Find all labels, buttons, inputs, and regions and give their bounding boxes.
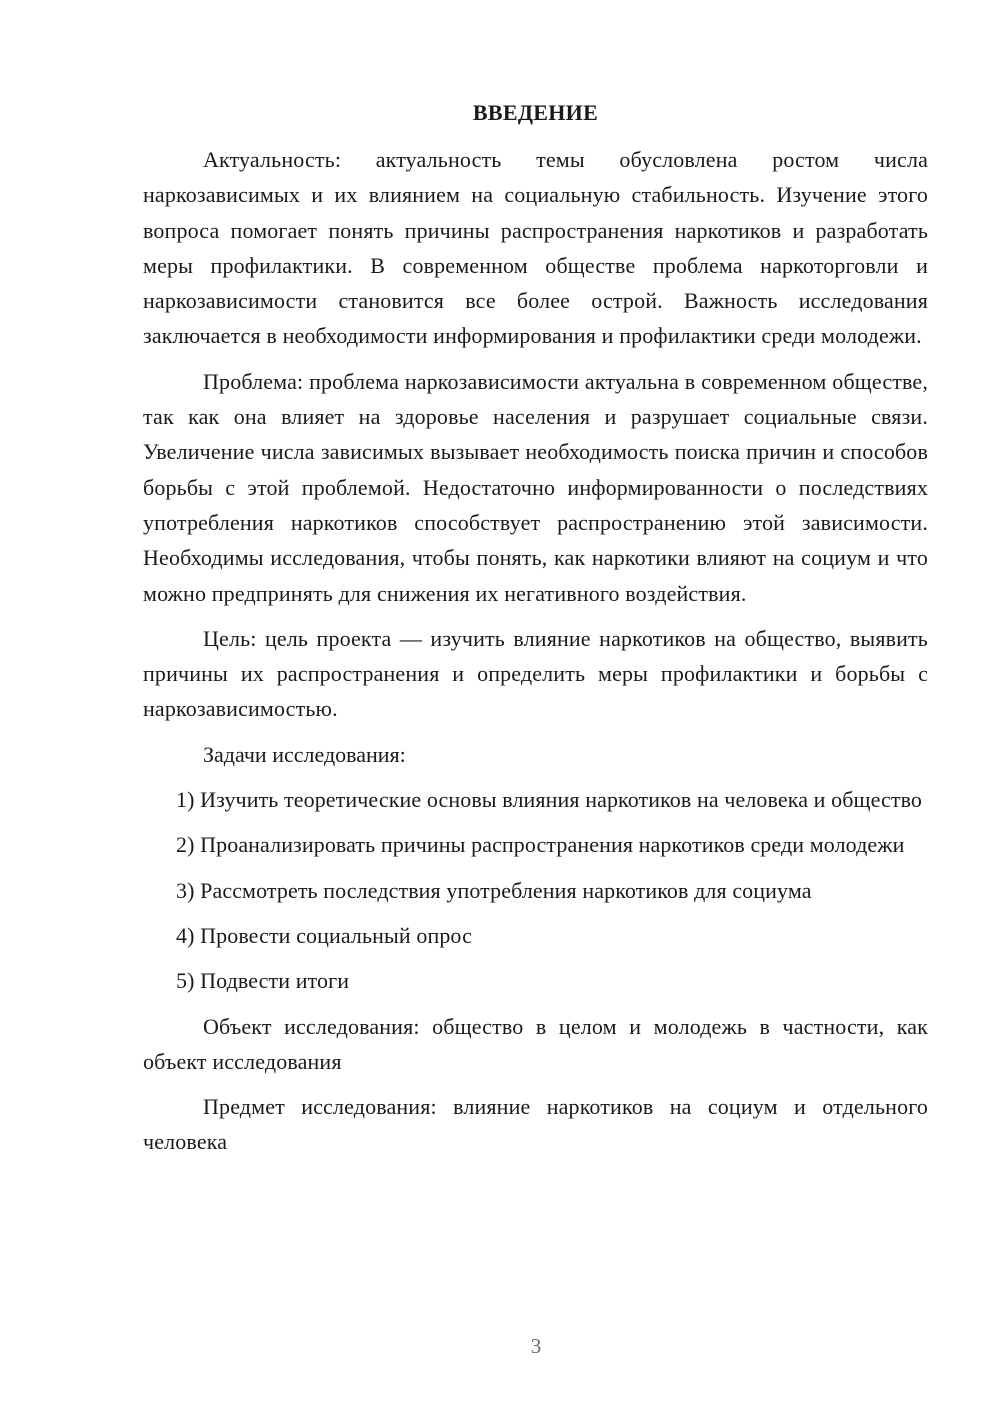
paragraph-object: Объект исследования: общество в целом и молодежь в частности, как объект исследования	[143, 1013, 928, 1074]
paragraph-subject: Предмет исследования: влияние наркотиков на социум и отдельного человека	[143, 1094, 928, 1155]
tasks-heading: Задачи исследования:	[203, 741, 406, 767]
paragraph-problem: Проблема: проблема наркозависимости актуальна в современном обществе, так как она влияет на здоровье населения и разрушает социальные связи. Увеличение числа зависимых вызывает необходимость поиска причин и способов борьбы с этой проблемой. Недостаточно информированности о последствиях употребления наркотиков способствует распространению этой зависимости. Необходимы исследования, чтобы понять, как наркотики влияют на социум и что можно предпринять для снижения их негативного воздействия.	[143, 368, 928, 606]
task-item: 3) Рассмотреть последствия употребления наркотиков для социума	[176, 877, 812, 903]
paragraph-goal: Цель: цель проекта — изучить влияние наркотиков на общество, выявить причины их распространения и определить меры профилактики и борьбы с наркозависимостью.	[143, 625, 928, 722]
paragraph-relevance: Актуальность: актуальность темы обусловлена ростом числа наркозависимых и их влиянием на социальную стабильность. Изучение этого вопроса помогает понять причины распространения наркотиков и разработать меры профилактики. В современном обществе проблема наркоторговли и наркозависимости становится все более острой. Важность исследования заключается в необходимости информирования и профилактики среди молодежи.	[143, 147, 928, 349]
page-number: 3	[530, 1334, 542, 1358]
task-item: 5) Подвести итоги	[176, 968, 350, 994]
page-title: ВВЕДЕНИЕ	[472, 100, 599, 125]
task-item: 4) Провести социальный опрос	[176, 922, 472, 948]
task-item: 2) Проанализировать причины распространения наркотиков среди молодежи	[176, 832, 905, 858]
page-content	[143, 95, 928, 1170]
task-item: 1) Изучить теоретические основы влияния наркотиков на человека и общество	[176, 787, 923, 813]
